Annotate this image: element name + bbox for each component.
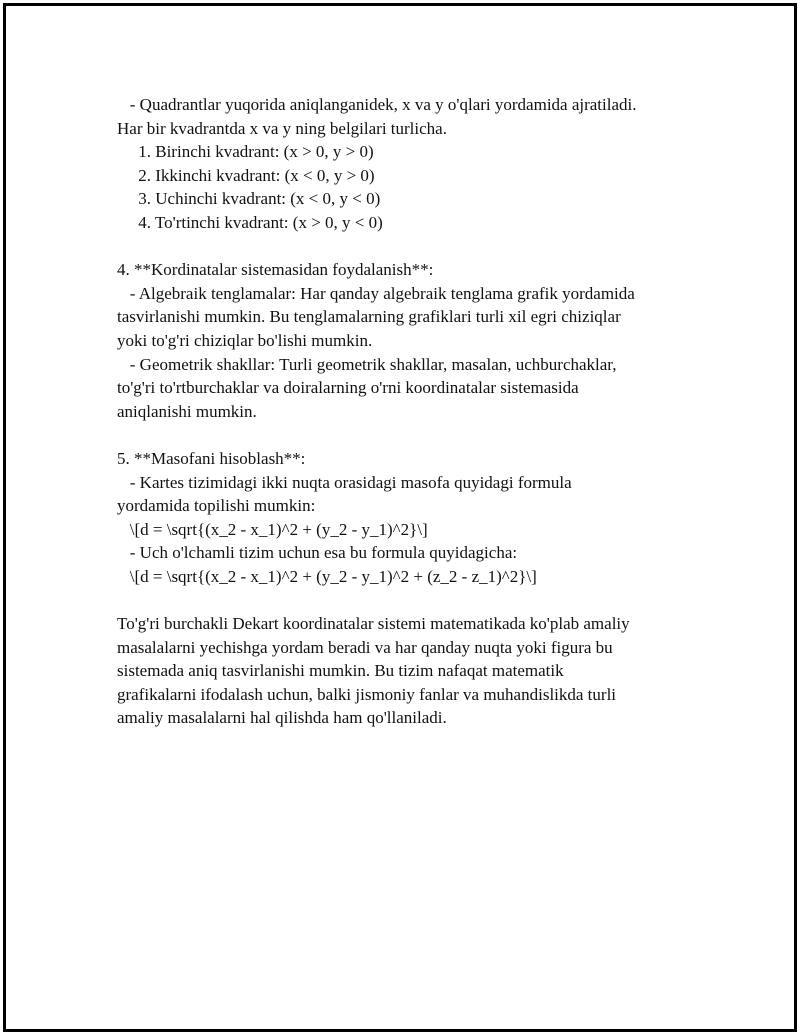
text-line: amaliy masalalarni hal qilishda ham qo'llaniladi. bbox=[117, 708, 447, 728]
text-line: - Quadrantlar yuqorida aniqlanganidek, x va y o'qlari yordamida ajratiladi. bbox=[117, 95, 637, 114]
blank-line bbox=[117, 235, 717, 259]
text-line: grafikalarni ifodalash uchun, balki jismoniy fanlar va muhandislikda turli bbox=[117, 684, 617, 704]
text-line: to'g'ri to'rtburchaklar va doiralarning o'rni koordinatalar sistemasida bbox=[117, 378, 579, 398]
text-line: Har bir kvadrantda x va y ning belgilari turlicha. bbox=[117, 118, 447, 138]
text-line: yoki to'g'ri chiziqlar bo'lishi mumkin. bbox=[117, 330, 373, 350]
text-line: - Geometrik shakllar: Turli geometrik shakllar, masalan, uchburchaklar, bbox=[117, 354, 617, 374]
text-line: - Algebraik tenglamalar: Har qanday algebraik tenglama grafik yordamida bbox=[117, 283, 635, 303]
section-heading: 5. **Masofani hisoblash**: bbox=[117, 448, 306, 468]
formula-line: \[d = \sqrt{(x_2 - x_1)^2 + (y_2 - y_1)^2}\] bbox=[117, 519, 428, 539]
text-line: - Uch o'lchamli tizim uchun esa bu formula quyidagicha: bbox=[117, 543, 518, 563]
blank-line bbox=[117, 588, 717, 612]
list-item: 3. Uchinchi kvadrant: (x < 0, y < 0) bbox=[117, 189, 381, 209]
list-item: 2. Ikkinchi kvadrant: (x < 0, y > 0) bbox=[117, 165, 375, 185]
text-line: masalalarni yechishga yordam beradi va har qanday nuqta yoki figura bu bbox=[117, 637, 613, 657]
list-item: 4. To'rtinchi kvadrant: (x > 0, y < 0) bbox=[117, 212, 383, 232]
section-heading: 4. **Kordinatalar sistemasidan foydalanish**: bbox=[117, 260, 434, 280]
text-line: aniqlanishi mumkin. bbox=[117, 401, 257, 421]
blank-line bbox=[117, 423, 717, 447]
text-line: To'g'ri burchakli Dekart koordinatalar sistemi matematikada ko'plab amaliy bbox=[117, 614, 630, 634]
text-line: yordamida topilishi mumkin: bbox=[117, 496, 316, 516]
document-body bbox=[117, 93, 717, 730]
text-line: tasvirlanishi mumkin. Bu tenglamalarning grafiklari turli xil egri chiziqlar bbox=[117, 307, 621, 327]
text-line: sistemada aniq tasvirlanishi mumkin. Bu tizim nafaqat matematik bbox=[117, 661, 564, 681]
list-item: 1. Birinchi kvadrant: (x > 0, y > 0) bbox=[117, 142, 374, 162]
formula-line: \[d = \sqrt{(x_2 - x_1)^2 + (y_2 - y_1)^2 + (z_2 - z_1)^2}\] bbox=[117, 566, 537, 586]
text-line: - Kartes tizimidagi ikki nuqta orasidagi masofa quyidagi formula bbox=[117, 472, 572, 492]
